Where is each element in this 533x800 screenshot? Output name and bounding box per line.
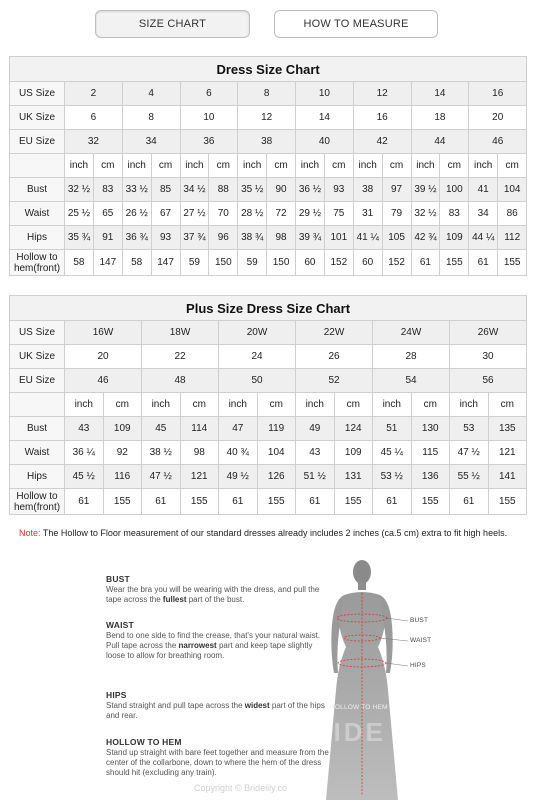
dress-measure-cell: 61 xyxy=(469,250,498,276)
dress-uk-size-row xyxy=(10,106,527,130)
plus-title-row xyxy=(10,296,527,321)
plus-unit-cm: cm xyxy=(411,393,450,417)
plus-measure-cell: 49 xyxy=(296,417,335,441)
plus-measure-label: Hips xyxy=(10,465,65,489)
dress-eu-size-label: EU Size xyxy=(10,130,65,154)
note-label: Note: xyxy=(19,528,41,538)
plus-measure-cell: 43 xyxy=(65,417,104,441)
dress-measure-cell: 59 xyxy=(180,250,209,276)
dress-measure-cell: 29 ½ xyxy=(296,202,325,226)
plus-measure-cell: 109 xyxy=(334,441,373,465)
plus-measure-cell: 49 ½ xyxy=(219,465,258,489)
plus-measure-cell: 141 xyxy=(488,465,527,489)
dress-us-size-row xyxy=(10,82,527,106)
dress-us-size-cell: 16 xyxy=(469,82,527,106)
dress-measure-cell: 155 xyxy=(440,250,469,276)
plus-measure-cell: 61 xyxy=(142,489,181,515)
dress-eu-size-cell: 46 xyxy=(469,130,527,154)
dress-measure-cell: 104 xyxy=(498,178,527,202)
plus-measure-cell: 155 xyxy=(103,489,142,515)
plus-measure-cell: 61 xyxy=(65,489,104,515)
dress-eu-size-cell: 36 xyxy=(180,130,238,154)
figure-label-bust: BUST xyxy=(410,617,429,624)
guide-hips-text: Stand straight and pull tape across the widest part of the hips and rear. xyxy=(106,701,325,720)
dress-measure-cell: 100 xyxy=(440,178,469,202)
dress-uk-size-label: UK Size xyxy=(10,106,65,130)
guide-waist xyxy=(106,620,331,661)
dress-measure-cell: 147 xyxy=(151,250,180,276)
plus-size-chart xyxy=(9,295,527,515)
dress-measure-cell: 39 ¾ xyxy=(296,226,325,250)
dress-uk-size-cell: 16 xyxy=(353,106,411,130)
dress-measure-cell: 86 xyxy=(498,202,527,226)
dress-measure-cell: 65 xyxy=(93,202,122,226)
plus-measure-cell: 38 ½ xyxy=(142,441,181,465)
dress-measure-cell: 109 xyxy=(440,226,469,250)
dress-unit-inch: inch xyxy=(65,154,94,178)
dress-us-size-cell: 14 xyxy=(411,82,469,106)
dress-measure-cell: 90 xyxy=(267,178,296,202)
tab-how-to-measure[interactable]: HOW TO MEASURE xyxy=(274,10,438,38)
plus-measure-cell: 131 xyxy=(334,465,373,489)
dress-uk-size-cell: 18 xyxy=(411,106,469,130)
dress-measure-label: Bust xyxy=(10,178,65,202)
plus-uk-size-cell: 22 xyxy=(142,345,219,369)
dress-unit-inch: inch xyxy=(353,154,382,178)
plus-measure-cell: 98 xyxy=(180,441,219,465)
dress-uk-size-cell: 6 xyxy=(65,106,123,130)
dress-us-size-label: US Size xyxy=(10,82,65,106)
plus-us-size-cell: 24W xyxy=(373,321,450,345)
plus-measure-cell: 53 xyxy=(450,417,489,441)
dress-measure-cell: 27 ½ xyxy=(180,202,209,226)
dress-measure-cell: 79 xyxy=(382,202,411,226)
plus-measure-cell: 136 xyxy=(411,465,450,489)
plus-measure-row xyxy=(10,465,527,489)
dress-unit-cm: cm xyxy=(209,154,238,178)
plus-measure-cell: 119 xyxy=(257,417,296,441)
plus-measure-cell: 51 xyxy=(373,417,412,441)
plus-eu-size-cell: 50 xyxy=(219,369,296,393)
watermark-copyright: Copyright © Bridelily.co xyxy=(194,783,287,793)
dress-size-chart xyxy=(9,56,527,276)
plus-unit-cm: cm xyxy=(334,393,373,417)
plus-us-size-cell: 20W xyxy=(219,321,296,345)
dress-measure-cell: 67 xyxy=(151,202,180,226)
guide-hem-title: HOLLOW TO HEM xyxy=(106,737,182,747)
guide-hips-title: HIPS xyxy=(106,690,127,700)
plus-unit-row xyxy=(10,393,527,417)
dress-eu-size-cell: 38 xyxy=(238,130,296,154)
plus-unit-inch: inch xyxy=(450,393,489,417)
plus-measure-cell: 36 ¼ xyxy=(65,441,104,465)
plus-measure-cell: 61 xyxy=(219,489,258,515)
plus-uk-size-cell: 20 xyxy=(65,345,142,369)
dress-measure-cell: 36 ¾ xyxy=(122,226,151,250)
dress-measure-label: Waist xyxy=(10,202,65,226)
dress-measure-cell: 147 xyxy=(93,250,122,276)
figure-label-waist: WAIST xyxy=(410,637,432,644)
dress-measure-cell: 152 xyxy=(382,250,411,276)
plus-measure-cell: 61 xyxy=(450,489,489,515)
dress-uk-size-cell: 8 xyxy=(122,106,180,130)
plus-uk-size-label: UK Size xyxy=(10,345,65,369)
dress-us-size-cell: 8 xyxy=(238,82,296,106)
plus-measure-cell: 126 xyxy=(257,465,296,489)
dress-measure-cell: 150 xyxy=(267,250,296,276)
dress-measure-cell: 60 xyxy=(296,250,325,276)
dress-title-row xyxy=(10,57,527,82)
dress-unit-inch: inch xyxy=(122,154,151,178)
plus-measure-cell: 47 xyxy=(219,417,258,441)
plus-unit-inch: inch xyxy=(142,393,181,417)
plus-measure-cell: 116 xyxy=(103,465,142,489)
dress-unit-row xyxy=(10,154,527,178)
dress-us-size-cell: 6 xyxy=(180,82,238,106)
dress-uk-size-cell: 20 xyxy=(469,106,527,130)
plus-measure-cell: 130 xyxy=(411,417,450,441)
dress-measure-cell: 70 xyxy=(209,202,238,226)
guide-bust xyxy=(106,574,331,605)
dress-measure-cell: 112 xyxy=(498,226,527,250)
plus-measure-label: Bust xyxy=(10,417,65,441)
dress-measure-cell: 41 ¼ xyxy=(353,226,382,250)
plus-measure-cell: 43 xyxy=(296,441,335,465)
plus-unit-cm: cm xyxy=(180,393,219,417)
dress-measure-cell: 33 ½ xyxy=(122,178,151,202)
plus-measure-cell: 155 xyxy=(180,489,219,515)
guide-bust-title: BUST xyxy=(106,574,130,584)
plus-unit-inch: inch xyxy=(296,393,335,417)
dress-measure-cell: 25 ½ xyxy=(65,202,94,226)
plus-measure-cell: 104 xyxy=(257,441,296,465)
dress-eu-size-cell: 34 xyxy=(122,130,180,154)
plus-measure-cell: 40 ¾ xyxy=(219,441,258,465)
tab-size-chart[interactable]: SIZE CHART xyxy=(95,10,250,38)
plus-measure-cell: 155 xyxy=(488,489,527,515)
dress-measure-cell: 37 ¾ xyxy=(180,226,209,250)
dress-measure-cell: 83 xyxy=(440,202,469,226)
watermark-logo: BRIDE xyxy=(290,717,386,747)
dress-measure-cell: 32 ½ xyxy=(65,178,94,202)
dress-measure-row xyxy=(10,250,527,276)
dress-unit-inch: inch xyxy=(411,154,440,178)
plus-measure-cell: 53 ½ xyxy=(373,465,412,489)
dress-eu-size-cell: 44 xyxy=(411,130,469,154)
plus-measure-row xyxy=(10,441,527,465)
dress-unit-cm: cm xyxy=(267,154,296,178)
figure-label-hips: HIPS xyxy=(410,662,426,669)
guide-bust-text: Wear the bra you will be wearing with the dress, and pull the tape across the fullest part of the bust. xyxy=(106,585,320,604)
plus-measure-label: Waist xyxy=(10,441,65,465)
dress-us-size-cell: 2 xyxy=(65,82,123,106)
dress-measure-cell: 101 xyxy=(324,226,353,250)
dress-measure-cell: 83 xyxy=(93,178,122,202)
plus-measure-cell: 121 xyxy=(180,465,219,489)
dress-us-size-cell: 10 xyxy=(296,82,354,106)
dress-measure-cell: 58 xyxy=(65,250,94,276)
plus-measure-cell: 45 ½ xyxy=(65,465,104,489)
body-silhouette-illustration xyxy=(300,555,450,800)
dress-measure-cell: 72 xyxy=(267,202,296,226)
dress-measure-cell: 38 xyxy=(353,178,382,202)
plus-measure-label: Hollow to hem(front) xyxy=(10,489,65,515)
dress-eu-size-cell: 42 xyxy=(353,130,411,154)
dress-measure-row xyxy=(10,202,527,226)
plus-measure-cell: 55 ½ xyxy=(450,465,489,489)
plus-us-size-cell: 16W xyxy=(65,321,142,345)
dress-measure-cell: 98 xyxy=(267,226,296,250)
dress-measure-cell: 32 ½ xyxy=(411,202,440,226)
plus-measure-cell: 45 ¼ xyxy=(373,441,412,465)
chart-tabs xyxy=(0,10,533,40)
guide-hem-text: Stand up straight with bare feet together and measure from the center of the collarbone, down to where the hem of the dress should hit (excluding any train). xyxy=(106,748,329,777)
plus-measure-cell: 115 xyxy=(411,441,450,465)
plus-measure-cell: 121 xyxy=(488,441,527,465)
dress-measure-cell: 42 ¾ xyxy=(411,226,440,250)
dress-measure-label: Hips xyxy=(10,226,65,250)
dress-unit-inch: inch xyxy=(180,154,209,178)
dress-uk-size-cell: 14 xyxy=(296,106,354,130)
plus-uk-size-row xyxy=(10,345,527,369)
plus-unit-inch: inch xyxy=(65,393,104,417)
dress-measure-cell: 155 xyxy=(498,250,527,276)
dress-measure-cell: 31 xyxy=(353,202,382,226)
plus-us-size-cell: 26W xyxy=(450,321,527,345)
plus-unit-inch: inch xyxy=(373,393,412,417)
dress-uk-size-cell: 10 xyxy=(180,106,238,130)
dress-unit-cm: cm xyxy=(440,154,469,178)
dress-measure-cell: 26 ½ xyxy=(122,202,151,226)
plus-eu-size-cell: 52 xyxy=(296,369,373,393)
figure-label-hollow-to-hem: HOLLOW TO HEM xyxy=(330,704,388,711)
dress-eu-size-cell: 32 xyxy=(65,130,123,154)
dress-measure-cell: 35 ¾ xyxy=(65,226,94,250)
dress-measure-cell: 97 xyxy=(382,178,411,202)
dress-us-size-cell: 4 xyxy=(122,82,180,106)
plus-us-size-label: US Size xyxy=(10,321,65,345)
plus-eu-size-row xyxy=(10,369,527,393)
dress-unit-inch: inch xyxy=(238,154,267,178)
plus-measure-cell: 51 ½ xyxy=(296,465,335,489)
dress-us-size-cell: 12 xyxy=(353,82,411,106)
dress-uk-size-cell: 12 xyxy=(238,106,296,130)
dress-measure-cell: 44 ¼ xyxy=(469,226,498,250)
plus-unit-cm: cm xyxy=(257,393,296,417)
dress-measure-cell: 93 xyxy=(324,178,353,202)
dress-measure-cell: 38 ¾ xyxy=(238,226,267,250)
plus-measure-row xyxy=(10,489,527,515)
dress-measure-cell: 34 xyxy=(469,202,498,226)
dress-measure-cell: 96 xyxy=(209,226,238,250)
dress-unit-cm: cm xyxy=(498,154,527,178)
dress-measure-cell: 59 xyxy=(238,250,267,276)
plus-unit-cm: cm xyxy=(103,393,142,417)
plus-measure-cell: 61 xyxy=(373,489,412,515)
plus-measure-cell: 155 xyxy=(257,489,296,515)
dress-measure-row xyxy=(10,178,527,202)
plus-measure-row xyxy=(10,417,527,441)
plus-unit-label-empty xyxy=(10,393,65,417)
dress-measure-cell: 35 ½ xyxy=(238,178,267,202)
plus-measure-cell: 135 xyxy=(488,417,527,441)
dress-measure-cell: 75 xyxy=(324,202,353,226)
plus-us-size-cell: 18W xyxy=(142,321,219,345)
plus-uk-size-cell: 24 xyxy=(219,345,296,369)
dress-measure-cell: 152 xyxy=(324,250,353,276)
plus-uk-size-cell: 26 xyxy=(296,345,373,369)
plus-us-size-row xyxy=(10,321,527,345)
plus-unit-inch: inch xyxy=(219,393,258,417)
plus-measure-cell: 109 xyxy=(103,417,142,441)
dress-measure-cell: 91 xyxy=(93,226,122,250)
plus-measure-cell: 155 xyxy=(334,489,373,515)
dress-unit-cm: cm xyxy=(382,154,411,178)
dress-eu-size-cell: 40 xyxy=(296,130,354,154)
plus-measure-cell: 47 ½ xyxy=(450,441,489,465)
dress-measure-cell: 36 ½ xyxy=(296,178,325,202)
plus-uk-size-cell: 30 xyxy=(450,345,527,369)
plus-eu-size-cell: 48 xyxy=(142,369,219,393)
plus-measure-cell: 124 xyxy=(334,417,373,441)
plus-measure-cell: 92 xyxy=(103,441,142,465)
dress-measure-cell: 39 ½ xyxy=(411,178,440,202)
dress-measure-cell: 85 xyxy=(151,178,180,202)
plus-title: Plus Size Dress Size Chart xyxy=(10,296,527,321)
plus-measure-cell: 45 xyxy=(142,417,181,441)
dress-unit-inch: inch xyxy=(469,154,498,178)
dress-measure-cell: 60 xyxy=(353,250,382,276)
dress-eu-size-row xyxy=(10,130,527,154)
dress-measure-cell: 88 xyxy=(209,178,238,202)
note-body: The Hollow to Floor measurement of our standard dresses already includes 2 inches (ca.5 cm) extra to fit high heels. xyxy=(40,528,508,538)
dress-measure-cell: 61 xyxy=(411,250,440,276)
dress-measure-cell: 105 xyxy=(382,226,411,250)
dress-measure-label: Hollow to hem(front) xyxy=(10,250,65,276)
dress-measure-cell: 28 ½ xyxy=(238,202,267,226)
dress-unit-cm: cm xyxy=(151,154,180,178)
plus-eu-size-label: EU Size xyxy=(10,369,65,393)
dress-unit-inch: inch xyxy=(296,154,325,178)
plus-eu-size-cell: 46 xyxy=(65,369,142,393)
plus-eu-size-cell: 54 xyxy=(373,369,450,393)
dress-unit-label-empty xyxy=(10,154,65,178)
plus-us-size-cell: 22W xyxy=(296,321,373,345)
plus-measure-cell: 61 xyxy=(296,489,335,515)
dress-unit-cm: cm xyxy=(93,154,122,178)
plus-measure-cell: 114 xyxy=(180,417,219,441)
note-text xyxy=(19,528,507,538)
dress-measure-cell: 41 xyxy=(469,178,498,202)
dress-unit-cm: cm xyxy=(324,154,353,178)
dress-measure-cell: 58 xyxy=(122,250,151,276)
plus-uk-size-cell: 28 xyxy=(373,345,450,369)
guide-waist-title: WAIST xyxy=(106,620,134,630)
plus-unit-cm: cm xyxy=(488,393,527,417)
dress-measure-cell: 93 xyxy=(151,226,180,250)
dress-measure-cell: 34 ½ xyxy=(180,178,209,202)
plus-measure-cell: 47 ½ xyxy=(142,465,181,489)
dress-title: Dress Size Chart xyxy=(10,57,527,82)
dress-measure-row xyxy=(10,226,527,250)
plus-eu-size-cell: 56 xyxy=(450,369,527,393)
dress-measure-cell: 150 xyxy=(209,250,238,276)
plus-measure-cell: 155 xyxy=(411,489,450,515)
guide-waist-text: Bend to one side to find the crease, that's your natural waist. Pull tape across the narrowest part and keep tape slightly loose to allow for breathing room. xyxy=(106,631,321,660)
